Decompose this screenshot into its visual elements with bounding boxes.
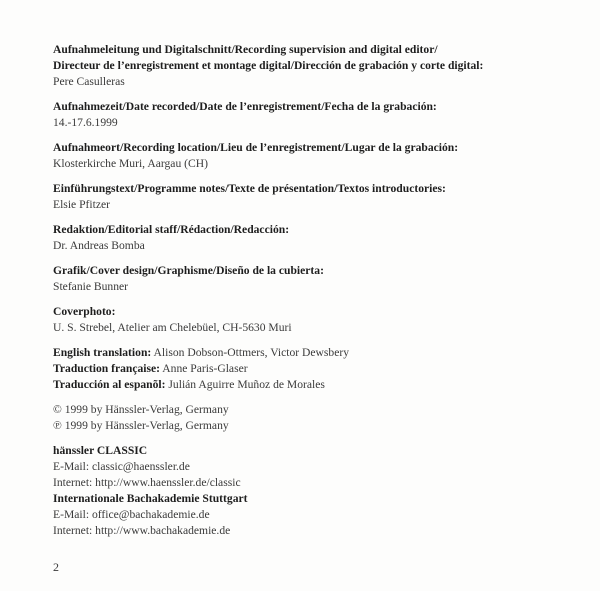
credit-block [53, 402, 573, 434]
credit-line [53, 58, 573, 74]
credit-line [53, 459, 573, 475]
credit-block [53, 181, 573, 213]
credit-line [53, 523, 573, 539]
credit-value: E-Mail: office@bachakademie.de [53, 508, 210, 521]
credit-value: ℗ 1999 by Hänssler-Verlag, Germany [53, 419, 229, 432]
credit-line [53, 361, 573, 377]
credit-block [53, 99, 573, 131]
credit-value: Anne Paris-Glaser [160, 362, 248, 375]
credit-line [53, 491, 573, 507]
credit-label: Aufnahmezeit/Date recorded/Date de l’enregistrement/Fecha de la grabación: [53, 100, 437, 113]
credit-line [53, 377, 573, 393]
credit-value: Internet: http://www.bachakademie.de [53, 524, 231, 537]
credit-line [53, 181, 573, 197]
credits-page [53, 42, 573, 548]
credit-value: Julián Aguirre Muñoz de Morales [165, 378, 325, 391]
credit-label: Traducción al espanõl: [53, 378, 166, 391]
credit-label: Einführungstext/Programme notes/Texte de présentation/Textos introductories: [53, 182, 446, 195]
credit-value: Elsie Pfitzer [53, 198, 110, 211]
credit-value: Pere Casulleras [53, 75, 125, 88]
credit-block [53, 443, 573, 539]
credit-label: hänssler CLASSIC [53, 444, 148, 457]
credit-value: 14.-17.6.1999 [53, 116, 118, 129]
credit-label: Directeur de l’enregistrement et montage digital/Dirección de grabación y corte digital: [53, 59, 484, 72]
page-number: 2 [53, 560, 59, 574]
credit-line [53, 140, 573, 156]
credit-label: Aufnahmeort/Recording location/Lieu de l’enregistrement/Lugar de la grabación: [53, 141, 459, 154]
credit-block [53, 140, 573, 172]
credit-line [53, 115, 573, 131]
credit-block [53, 263, 573, 295]
credit-line [53, 222, 573, 238]
credit-label: English translation: [53, 346, 152, 359]
credit-line [53, 443, 573, 459]
credit-label: Grafik/Cover design/Graphisme/Diseño de la cubierta: [53, 264, 324, 277]
credit-line [53, 402, 573, 418]
credit-line [53, 156, 573, 172]
credit-block [53, 42, 573, 90]
credit-label: Redaktion/Editorial staff/Rédaction/Redacción: [53, 223, 290, 236]
credit-label: Internationale Bachakademie Stuttgart [53, 492, 248, 505]
credit-line [53, 42, 573, 58]
credit-value: © 1999 by Hänssler-Verlag, Germany [53, 403, 229, 416]
credit-line [53, 475, 573, 491]
credit-value: Internet: http://www.haenssler.de/classic [53, 476, 241, 489]
credit-line [53, 99, 573, 115]
credit-block [53, 345, 573, 393]
credit-line [53, 74, 573, 90]
credit-line [53, 304, 573, 320]
credit-line [53, 279, 573, 295]
credit-block [53, 222, 573, 254]
credit-line [53, 507, 573, 523]
credit-label: Aufnahmeleitung und Digitalschnitt/Recording supervision and digital editor/ [53, 43, 438, 56]
credit-value: Klosterkirche Muri, Aargau (CH) [53, 157, 208, 170]
credit-line [53, 238, 573, 254]
credit-block [53, 304, 573, 336]
credit-label: Coverphoto: [53, 305, 116, 318]
credit-value: E-Mail: classic@haenssler.de [53, 460, 190, 473]
credit-value: Stefanie Bunner [53, 280, 129, 293]
credit-line [53, 345, 573, 361]
credit-value: Dr. Andreas Bomba [53, 239, 145, 252]
credit-value: Alison Dobson-Ottmers, Victor Dewsbery [151, 346, 350, 359]
credit-value: U. S. Strebel, Atelier am Chelebüel, CH-5630 Muri [53, 321, 292, 334]
credit-line [53, 263, 573, 279]
credit-label: Traduction française: [53, 362, 161, 375]
credit-line [53, 320, 573, 336]
credit-line [53, 197, 573, 213]
credit-line [53, 418, 573, 434]
